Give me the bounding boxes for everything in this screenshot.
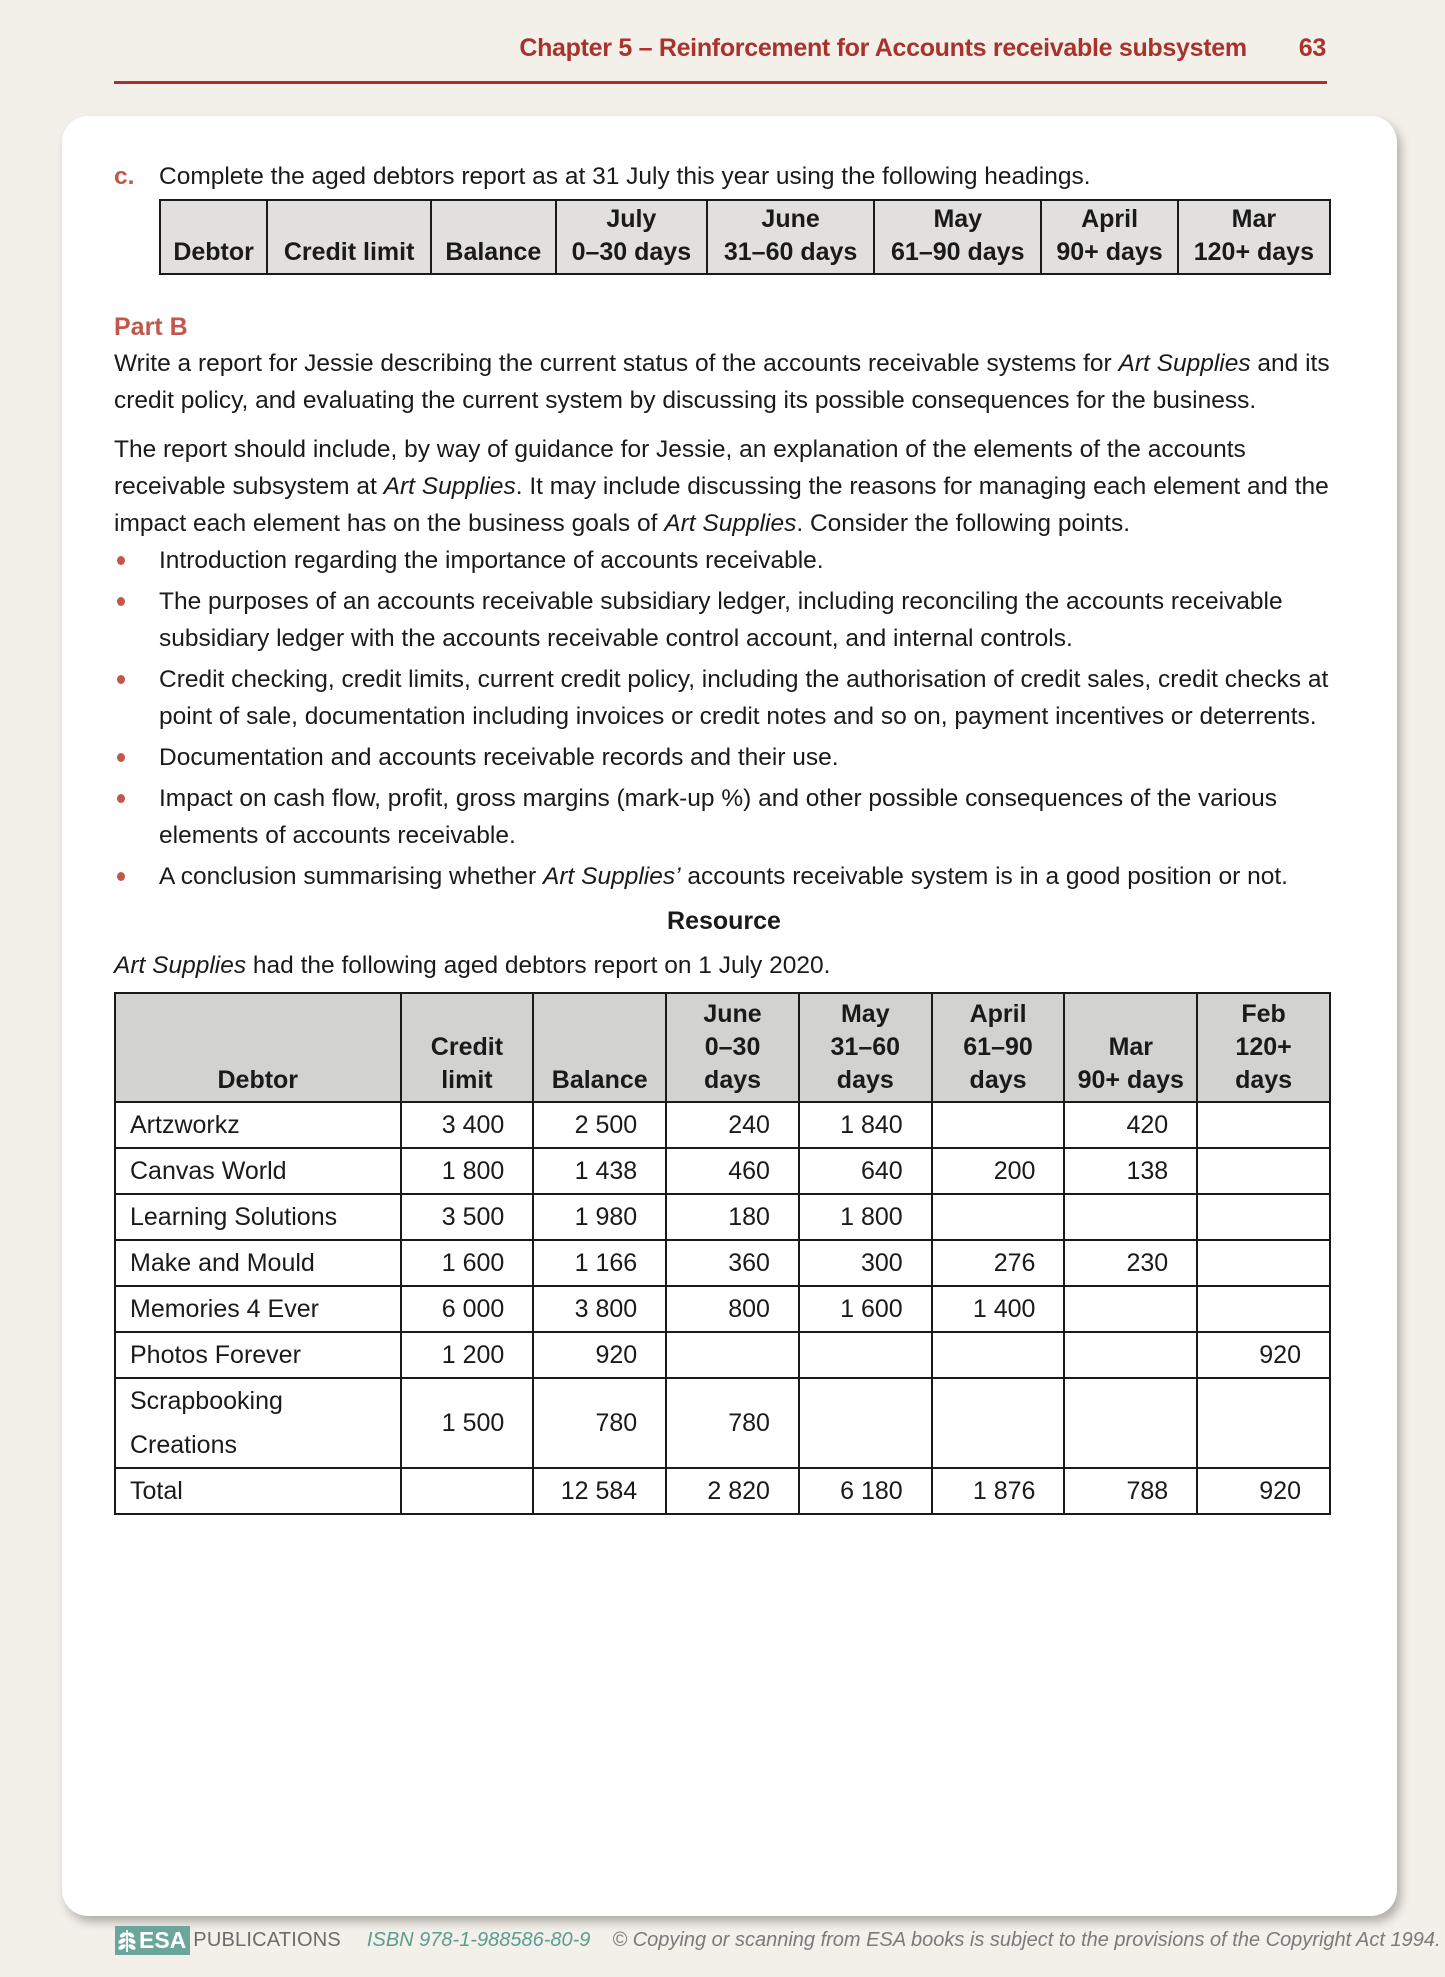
page-content xyxy=(114,158,1334,1515)
resource-intro: Art Supplies had the following aged debtors report on 1 July 2020. xyxy=(114,952,831,979)
heading-balance: Balance xyxy=(431,200,556,274)
copyright-notice: © Copying or scanning from ESA books is subject to the provisions of the Copyright Act 1994. xyxy=(612,1928,1441,1951)
col-balance: Balance xyxy=(533,993,666,1102)
heading-debtor: Debtor xyxy=(160,200,267,274)
chapter-title: Chapter 5 – Reinforcement for Accounts receivable subsystem xyxy=(519,34,1247,62)
task-text: Complete the aged debtors report as at 31 July this year using the following headings. xyxy=(159,163,1091,190)
table-total-row: Total 12 584 2 820 6 180 1 876 788 920 xyxy=(115,1468,1330,1514)
list-item: The purposes of an accounts receivable subsidiary ledger, including reconciling the accounts receivable subsidiary ledger with the accounts receivable control account, and internal controls. xyxy=(114,583,1334,657)
heading-mar: Mar 120+ days xyxy=(1178,200,1330,274)
col-may: May 31–60 days xyxy=(799,993,932,1102)
running-header xyxy=(0,34,1326,63)
points-list xyxy=(114,542,1334,895)
table-row: Make and Mould 1 600 1 166 360 300 276 230 xyxy=(115,1240,1330,1286)
list-item: A conclusion summarising whether Art Supplies’ accounts receivable system is in a good position or not. xyxy=(114,858,1334,895)
task-label: c. xyxy=(114,163,135,190)
list-item: Documentation and accounts receivable records and their use. xyxy=(114,739,1334,776)
heading-may: May 61–90 days xyxy=(874,200,1041,274)
header-rule xyxy=(114,81,1327,84)
heading-april: April 90+ days xyxy=(1041,200,1177,274)
table-row: Artzworkz 3 400 2 500 240 1 840 420 xyxy=(115,1102,1330,1148)
aged-debtors-table xyxy=(114,992,1331,1515)
col-mar: Mar 90+ days xyxy=(1064,993,1197,1102)
col-credit-limit: Credit limit xyxy=(401,993,534,1102)
list-item: Introduction regarding the importance of accounts receivable. xyxy=(114,542,1334,579)
esa-logo xyxy=(115,1926,190,1955)
col-june: June 0–30 days xyxy=(666,993,799,1102)
isbn: ISBN 978-1-988586-80-9 xyxy=(366,1928,591,1951)
tree-icon xyxy=(117,1927,137,1953)
col-april: April 61–90 days xyxy=(932,993,1065,1102)
task-c xyxy=(114,158,1334,195)
headings-row xyxy=(160,200,1330,274)
heading-june: June 31–60 days xyxy=(707,200,874,274)
table-row: Learning Solutions 3 500 1 980 180 1 800 xyxy=(115,1194,1330,1240)
table-row: Photos Forever 1 200 920 920 xyxy=(115,1332,1330,1378)
resource-title: Resource xyxy=(667,907,781,935)
col-debtor: Debtor xyxy=(115,993,401,1102)
table-row: Memories 4 Ever 6 000 3 800 800 1 600 1 400 xyxy=(115,1286,1330,1332)
publisher-name: PUBLICATIONS xyxy=(193,1928,341,1951)
table-header-row xyxy=(115,993,1330,1102)
part-b-paragraph-2: The report should include, by way of guidance for Jessie, an explanation of the elements of the accounts receivable subsystem at Art Supplies. It may include discussing the reasons for managing each element and the impact each element has on the business goals of Art Supplies. Consider the following points. xyxy=(114,436,1329,537)
part-b-paragraph-1: Write a report for Jessie describing the current status of the accounts receivable systems for Art Supplies and its credit policy, and evaluating the current system by discussing its possible consequences for the business. xyxy=(114,350,1330,414)
list-item: Impact on cash flow, profit, gross margins (mark-up %) and other possible consequences of the various elements of accounts receivable. xyxy=(114,780,1334,854)
part-b-title: Part B xyxy=(114,313,188,341)
page-footer xyxy=(115,1925,1441,1955)
page-number: 63 xyxy=(1298,34,1326,62)
logo-text: ESA xyxy=(139,1926,187,1953)
list-item: Credit checking, credit limits, current credit policy, including the authorisation of credit sales, credit checks at point of sale, documentation including invoices or credit notes and so on, payment incentives or deterrents. xyxy=(114,661,1334,735)
table-row: Scrapbooking Creations 1 500 780 780 xyxy=(115,1378,1330,1468)
heading-july: July 0–30 days xyxy=(556,200,707,274)
col-feb: Feb 120+ days xyxy=(1197,993,1330,1102)
table-row: Canvas World 1 800 1 438 460 640 200 138 xyxy=(115,1148,1330,1194)
heading-credit-limit: Credit limit xyxy=(267,200,431,274)
headings-table xyxy=(159,199,1331,275)
